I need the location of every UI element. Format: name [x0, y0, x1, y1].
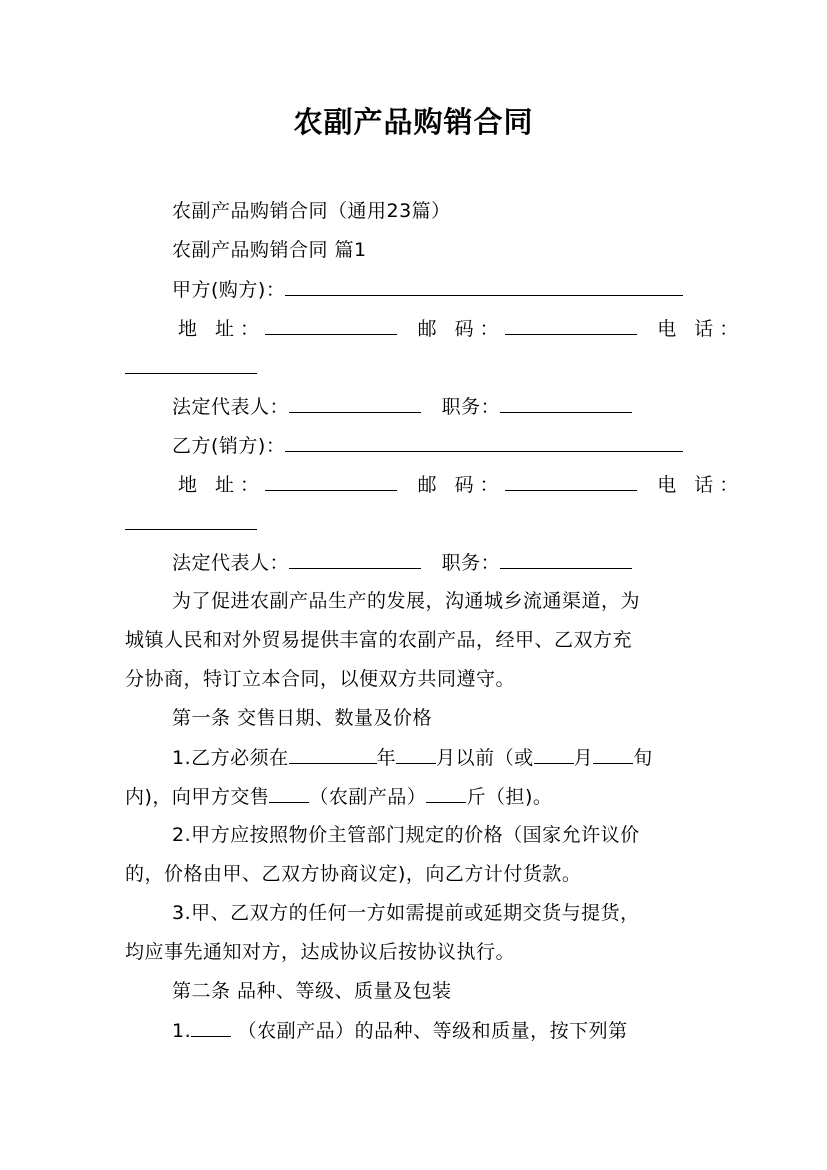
- clause-text: 旬: [633, 747, 653, 769]
- zip-blank: [505, 315, 637, 335]
- zip-blank: [505, 471, 637, 491]
- subtitle-line: 农副产品购销合同（通用23篇）: [172, 200, 451, 222]
- position-label: 职务：: [441, 396, 501, 418]
- weight-blank: [426, 783, 466, 803]
- preamble-line-1: 为了促进农副产品生产的发展，沟通城乡流通渠道，为: [172, 590, 641, 612]
- position-label: 职务：: [441, 552, 501, 574]
- clause-text: （农副产品）: [309, 786, 427, 808]
- phone-blank: [125, 510, 257, 530]
- clause-text: 斤（担)。: [466, 786, 553, 808]
- clause-text: 1.乙方必须在: [172, 747, 289, 769]
- address-blank: [265, 315, 397, 335]
- quantity-blank: [269, 783, 309, 803]
- legal-rep-blank: [289, 393, 421, 413]
- year-blank: [289, 744, 377, 764]
- article-2-clause-1: [172, 1017, 628, 1044]
- clause-text: 月以前（或: [436, 747, 534, 769]
- month-blank: [534, 744, 574, 764]
- preamble-line-3: 分协商，特订立本合同，以便双方共同遵守。: [125, 668, 516, 690]
- clause-2-line-2: 的，价格由甲、乙双方协商议定)，向乙方计付货款。: [125, 863, 582, 885]
- legal-rep-label: 法定代表人：: [172, 552, 290, 574]
- clause-text: （农副产品）的品种、等级和质量，按下列第: [231, 1020, 628, 1042]
- clause-2-line-1: 2.甲方应按照物价主管部门规定的价格（国家允许议价: [172, 824, 640, 846]
- phone-blank: [125, 354, 257, 374]
- section-heading: 农副产品购销合同 篇1: [172, 239, 367, 261]
- phone-label: 电 话：: [657, 474, 745, 496]
- buyer-address-line: [178, 315, 744, 342]
- article-1-heading: 第一条 交售日期、数量及价格: [172, 707, 433, 729]
- period-blank: [593, 744, 633, 764]
- clause-text: 内)，向甲方交售: [125, 786, 270, 808]
- product-blank: [191, 1017, 231, 1037]
- buyer-line: [172, 276, 683, 303]
- document-title: 农副产品购销合同: [293, 105, 534, 139]
- address-blank: [265, 471, 397, 491]
- buyer-phone-continuation: [125, 354, 257, 381]
- preamble-line-2: 城镇人民和对外贸易提供丰富的农副产品，经甲、乙双方充: [125, 629, 633, 651]
- seller-address-line: [178, 471, 744, 498]
- clause-text: 月: [573, 747, 594, 769]
- legal-rep-label: 法定代表人：: [172, 396, 290, 418]
- buyer-rep-line: [172, 393, 632, 420]
- address-label: 地 址：: [178, 318, 266, 340]
- clause-1-line-1: [172, 744, 653, 771]
- seller-line: [172, 432, 683, 459]
- article-2-heading: 第二条 品种、等级、质量及包装: [172, 980, 452, 1002]
- position-blank: [500, 393, 632, 413]
- seller-phone-continuation: [125, 510, 257, 537]
- zip-label: 邮 码：: [417, 318, 505, 340]
- seller-blank: [285, 432, 683, 452]
- clause-1-line-2: [125, 783, 552, 810]
- month-blank: [396, 744, 436, 764]
- buyer-blank: [285, 276, 683, 296]
- clause-text: 1.: [172, 1020, 192, 1042]
- legal-rep-blank: [289, 549, 421, 569]
- clause-3-line-1: 3.甲、乙双方的任何一方如需提前或延期交货与提货，: [172, 902, 640, 924]
- phone-label: 电 话：: [657, 318, 745, 340]
- zip-label: 邮 码：: [417, 474, 505, 496]
- position-blank: [500, 549, 632, 569]
- clause-3-line-2: 均应事先通知对方，达成协议后按协议执行。: [125, 941, 516, 963]
- clause-text: 年: [376, 747, 397, 769]
- seller-label: 乙方(销方)：: [172, 435, 286, 457]
- seller-rep-line: [172, 549, 632, 576]
- buyer-label: 甲方(购方)：: [172, 279, 286, 301]
- address-label: 地 址：: [178, 474, 266, 496]
